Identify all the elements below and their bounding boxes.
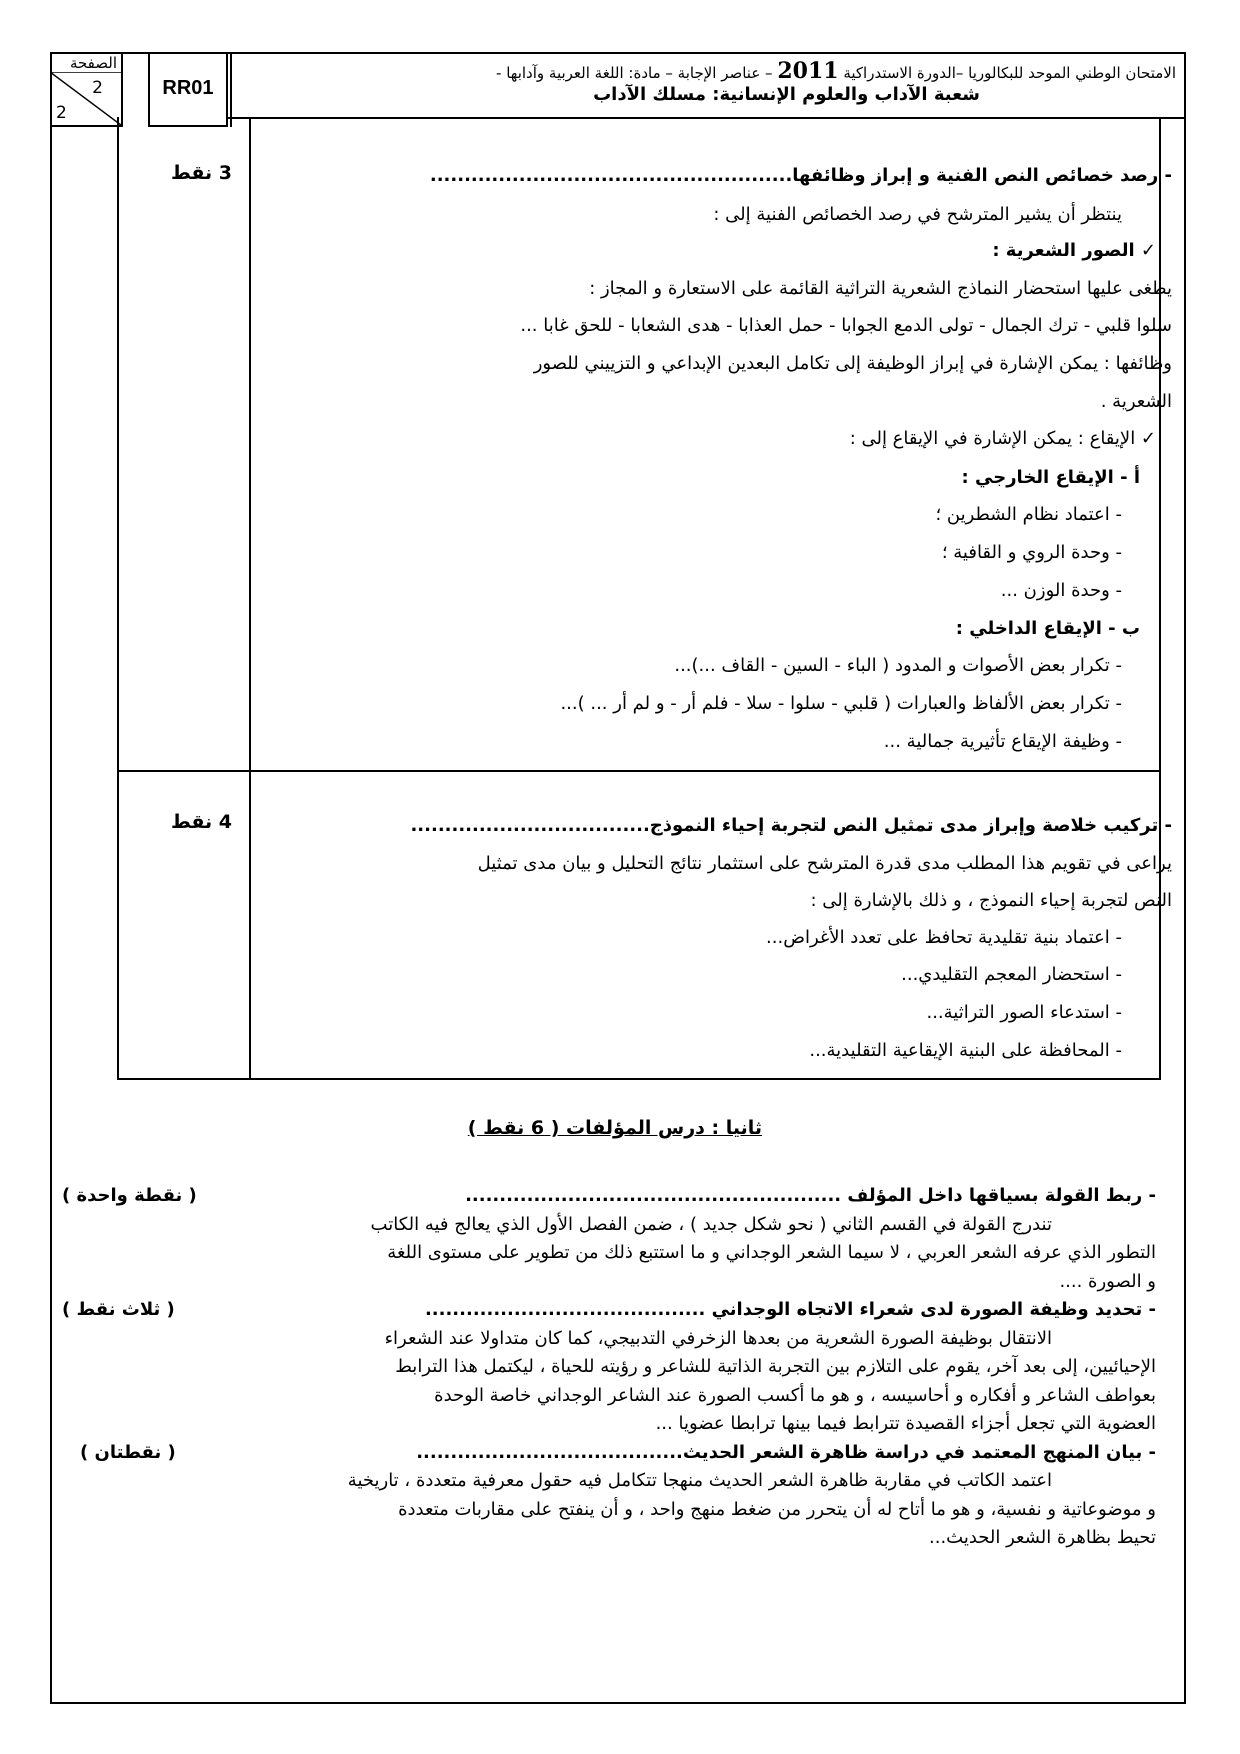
section1-points: 3 نقط <box>170 162 232 184</box>
page-total: 2 <box>56 103 67 123</box>
section1-line: - تكرار بعض الألفاظ والعبارات ( قلبي - سلوا - سلا - فلم أر - و لم أر ... )... <box>560 693 1122 714</box>
item1-points: ( نقطة واحدة ) <box>62 1185 197 1206</box>
exam-code: RR01 <box>148 52 228 127</box>
exam-year: 2011 <box>777 58 839 84</box>
section1-line: - وحدة الوزن ... <box>1000 580 1122 601</box>
section2-line: النص لتجربة إحياء النموذج ، و ذلك بالإشارة إلى : <box>810 890 1172 911</box>
item3-body: اعتمد الكاتب في مقاربة ظاهرة الشعر الحديث منهجا تتكامل فيه حقول معرفية متعددة ، تاريخية <box>347 1470 1052 1491</box>
section2-heading: - تركيب خلاصة وإبراز مدى تمثيل النص لتجربة إحياء النموذج................................... <box>410 815 1172 836</box>
section1-line: يطغى عليها استحضار النماذج الشعرية التراثية القائمة على الاستعارة و المجاز : <box>589 278 1172 299</box>
header-separator <box>226 52 232 127</box>
section1-line: - تكرار بعض الأصوات و المدود ( الباء - السين - القاف ...)... <box>674 655 1122 676</box>
item2-points: ( ثلاث نقط ) <box>62 1299 175 1320</box>
item1-heading: - ربط القولة بسياقها داخل المؤلف ....................................................... <box>465 1185 1156 1206</box>
item1-body: و الصورة .... <box>1059 1271 1156 1292</box>
table-column-divider <box>249 117 251 1080</box>
exam-track: شعبة الآداب والعلوم الإنسانية: مسلك الآداب <box>593 84 980 105</box>
section2-line: يراعى في تقويم هذا المطلب مدى قدرة المترشح على استثمار نتائج التحليل و بيان مدى تمثيل <box>477 853 1172 874</box>
section1-line: ✓ الصور الشعرية : <box>992 240 1156 261</box>
part2-title: ثانيا : درس المؤلفات ( 6 نقط ) <box>467 1117 762 1139</box>
section1-line: - وحدة الروي و القافية ؛ <box>941 542 1122 563</box>
item1-body: تندرج القولة في القسم الثاني ( نحو شكل جديد ) ، ضمن الفصل الأول الذي يعالج فيه الكاتب <box>370 1214 1052 1235</box>
item2-body: الانتقال بوظيفة الصورة الشعرية من بعدها الزخرفي التدبيجي، كما كان متداولا عند الشعراء <box>384 1328 1052 1349</box>
section2-line: - استدعاء الصور التراثية... <box>926 1002 1122 1023</box>
page-current: 2 <box>92 78 103 98</box>
section1-line: سلوا قلبي - ترك الجمال - تولى الدمع الجوابا - حمل العذابا - هدى الشعابا - للحق غابا ... <box>520 315 1172 336</box>
section2-line: - المحافظة على البنية الإيقاعية التقليدية... <box>809 1040 1122 1061</box>
table-row-divider <box>117 770 1161 772</box>
page-label: الصفحة <box>69 54 117 72</box>
item2-body: بعواطف الشاعر و أفكاره و أحاسيسه ، و هو ما أكسب الصورة عند الشاعر الوجداني خاصة الوحدة <box>434 1385 1156 1406</box>
section1-line: أ - الإيقاع الخارجي : <box>961 467 1140 488</box>
section1-line: ينتظر أن يشير المترشح في رصد الخصائص الفنية إلى : <box>713 204 1122 225</box>
section1-line: ب - الإيقاع الداخلي : <box>955 618 1140 639</box>
section1-line: وظائفها : يمكن الإشارة في إبراز الوظيفة إلى تكامل البعدين الإبداعي و التزييني للصور <box>533 353 1172 374</box>
item2-heading: - تحديد وظيفة الصورة لدى شعراء الاتجاه الوجداني ......................................... <box>424 1299 1156 1320</box>
item3-body: تحيط بظاهرة الشعر الحديث... <box>929 1527 1156 1548</box>
section2-line: - اعتماد بنية تقليدية تحافظ على تعدد الأغراض... <box>766 927 1122 948</box>
page-number-box <box>50 52 123 127</box>
exam-header-line <box>496 58 1176 84</box>
section1-line: الشعرية . <box>1100 391 1172 412</box>
item2-body: الإحيائيين، إلى بعد آخر، يقوم على التلازم بين التجربة الذاتية للشاعر و رؤيته للحياة ، ليكتمل هذا الترابط <box>395 1356 1156 1377</box>
item3-heading: - بيان المنهج المعتمد في دراسة ظاهرة الشعر الحديث....................................... <box>416 1442 1156 1463</box>
item1-body: التطور الذي عرفه الشعر العربي ، لا سيما الشعر الوجداني و ما استتبع ذلك من تطوير على مستوى اللغة <box>387 1242 1156 1263</box>
item3-points: ( نقطتان ) <box>80 1442 176 1463</box>
section1-heading: - رصد خصائص النص الفنية و إبراز وظائفها..................................................... <box>429 165 1172 186</box>
section1-line: ✓ الإيقاع : يمكن الإشارة في الإيقاع إلى : <box>849 428 1156 449</box>
item3-body: و موضوعاتية و نفسية، و هو ما أتاح له أن يتحرر من ضغط منهج واحد ، و أن ينفتح على مقاربات متعددة <box>398 1499 1156 1520</box>
item2-body: العضوية التي تجعل أجزاء القصيدة تترابط فيما بينها ترابطا عضويا ... <box>655 1413 1156 1434</box>
section1-line: - اعتماد نظام الشطرين ؛ <box>935 504 1122 525</box>
exam-header-a: الامتحان الوطني الموحد للبكالوريا –الدورة الاستدراكية <box>843 64 1176 82</box>
section2-points: 4 نقط <box>170 811 232 833</box>
exam-header-b: – عناصر الإجابة – مادة: اللغة العربية وآدابها - <box>496 64 773 82</box>
section2-line: - استحضار المعجم التقليدي... <box>901 964 1122 985</box>
section1-line: - وظيفة الإيقاع تأثيرية جمالية ... <box>883 731 1122 752</box>
